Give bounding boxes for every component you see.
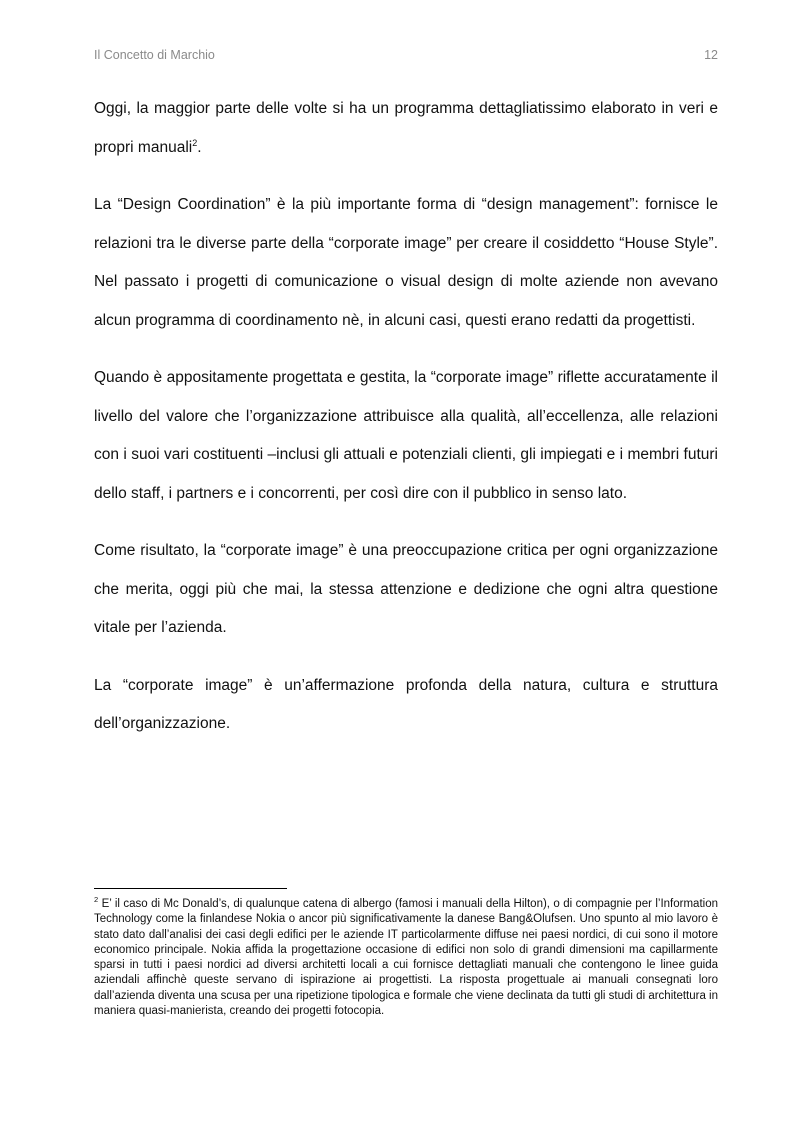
footnote — [94, 897, 718, 1019]
footnote-paragraph — [94, 897, 718, 1019]
paragraph: Quando è appositamente progettata e gestita, la “corporate image” riflette accuratamente il livello del valore che l’organizzazione attribuisce alla qualità, all’eccellenza, alle relazioni con i suoi vari costituenti –inclusi gli attuali e potenziali clienti, gli impiegati e i membri futuri dello staff, i partners e i concorrenti, per così dire con il pubblico in senso lato. — [94, 369, 718, 502]
paragraph: Come risultato, la “corporate image” è una preoccupazione critica per ogni organizzazione che merita, oggi più che mai, la stessa attenzione e dedizione che ogni altra questione vitale per l’azienda. — [94, 542, 718, 636]
paragraph-tail: . — [197, 138, 202, 156]
paragraph: La “Design Coordination” è la più importante forma di “design management”: fornisce le relazioni tra le diverse parte della “corporate image” per creare il cosiddetto “House Style”. Nel passato i progetti di comunicazione o visual design di molte aziende non avevano alcun programma di coordinamento nè, in alcuni casi, questi erano redatti da progettisti. — [94, 196, 718, 329]
paragraph-text: Oggi, la maggior parte delle volte si ha un programma dettagliatissimo elaborato in veri e propri manuali — [94, 100, 718, 156]
footnote-reference[interactable]: 2 — [192, 137, 198, 148]
page-number: 12 — [704, 48, 718, 62]
footnote-separator — [94, 888, 287, 889]
paragraph: La “corporate image” è un’affermazione profonda della natura, cultura e struttura dell’organizzazione. — [94, 676, 718, 732]
running-title: Il Concetto di Marchio — [94, 48, 215, 62]
footnote-text: E’ il caso di Mc Donald’s, di qualunque catena di albergo (famosi i manuali della Hilton), o di compagnie per l’Information Technology come la finlandese Nokia o ancor più significativamente la danese Bang&Olufsen. Uno spunto al mio lavoro è stato dato dall’analisi dei casi degli edifici per le aziende IT particolarmente diffuse nei paesi nordici, di cui sono il motore economico principale. Nokia affida la progettazione occasione di edifici non solo di grandi dimensioni ma capillarmente sparsi in tutti i paesi nordici ad diversi architetti locali a cui fornisce dettagliati manuali che contengono le linee guida aziendali affinchè queste servano di ispirazione ai progettisti. La risposta progettuale ai manuali consegnati loro dall’azienda diventa una scusa per una ripetizione tipologica e formale che viene declinata da tutti gli studi di architettura in maniera quasi-manierista, creando dei progetti fotocopia. — [94, 898, 718, 1018]
footnote-marker: 2 — [94, 895, 99, 905]
paragraph — [94, 90, 718, 167]
body-text — [94, 90, 718, 763]
page-header — [94, 48, 718, 66]
